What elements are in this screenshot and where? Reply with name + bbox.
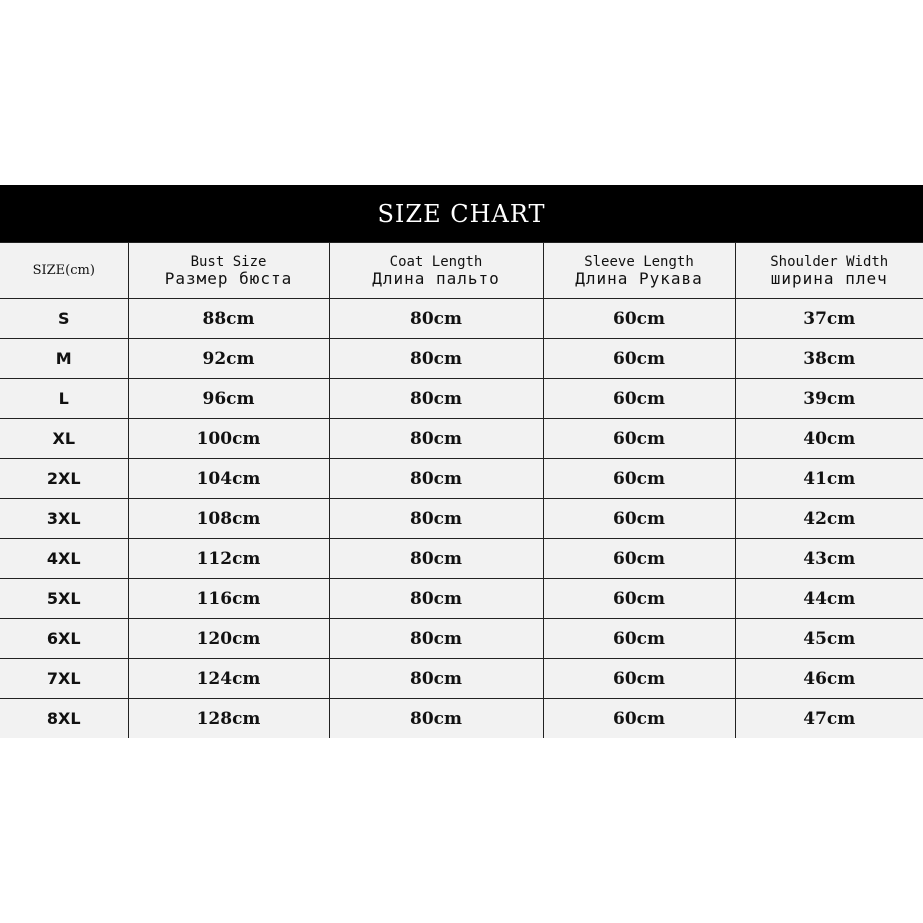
bust-cell: 96cm xyxy=(128,379,329,419)
table-row xyxy=(0,539,923,579)
bust-cell: 92cm xyxy=(128,339,329,379)
size-cell: 2XL xyxy=(0,459,128,499)
shoulder-width-cell: 42cm xyxy=(735,499,923,539)
header-shoulder-width xyxy=(735,243,923,299)
shoulder-width-cell: 37cm xyxy=(735,299,923,339)
sleeve-length-cell: 60cm xyxy=(543,339,735,379)
bust-cell: 112cm xyxy=(128,539,329,579)
sleeve-length-cell: 60cm xyxy=(543,459,735,499)
header-size xyxy=(0,243,128,299)
sleeve-length-cell: 60cm xyxy=(543,419,735,459)
coat-length-cell: 80cm xyxy=(329,299,543,339)
table-row xyxy=(0,579,923,619)
size-table xyxy=(0,242,923,738)
sleeve-length-cell: 60cm xyxy=(543,539,735,579)
bust-cell: 128cm xyxy=(128,699,329,739)
sleeve-length-cell: 60cm xyxy=(543,299,735,339)
bust-cell: 108cm xyxy=(128,499,329,539)
shoulder-width-cell: 47cm xyxy=(735,699,923,739)
bust-cell: 104cm xyxy=(128,459,329,499)
header-sleeve-length xyxy=(543,243,735,299)
coat-length-cell: 80cm xyxy=(329,699,543,739)
header-coat-length-en: Coat Length xyxy=(389,253,483,270)
table-row xyxy=(0,619,923,659)
table-row xyxy=(0,419,923,459)
header-bust-ru: Размер бюста xyxy=(164,268,293,288)
coat-length-cell: 80cm xyxy=(329,659,543,699)
size-chart xyxy=(0,185,923,737)
sleeve-length-cell: 60cm xyxy=(543,619,735,659)
table-row xyxy=(0,379,923,419)
size-cell: 5XL xyxy=(0,579,128,619)
coat-length-cell: 80cm xyxy=(329,459,543,499)
coat-length-cell: 80cm xyxy=(329,339,543,379)
size-cell: 7XL xyxy=(0,659,128,699)
sleeve-length-cell: 60cm xyxy=(543,659,735,699)
sleeve-length-cell: 60cm xyxy=(543,499,735,539)
shoulder-width-cell: 38cm xyxy=(735,339,923,379)
header-sleeve-length-ru: Длина Рукава xyxy=(575,268,703,288)
header-bust-en: Bust Size xyxy=(190,253,267,270)
shoulder-width-cell: 39cm xyxy=(735,379,923,419)
size-cell: M xyxy=(0,339,128,379)
header-shoulder-width-en: Shoulder Width xyxy=(770,253,889,270)
size-cell: 3XL xyxy=(0,499,128,539)
table-row xyxy=(0,659,923,699)
coat-length-cell: 80cm xyxy=(329,419,543,459)
header-bust xyxy=(128,243,329,299)
coat-length-cell: 80cm xyxy=(329,379,543,419)
shoulder-width-cell: 41cm xyxy=(735,459,923,499)
size-cell: S xyxy=(0,299,128,339)
header-sleeve-length-en: Sleeve Length xyxy=(584,253,694,270)
table-row xyxy=(0,699,923,739)
table-row xyxy=(0,459,923,499)
bust-cell: 88cm xyxy=(128,299,329,339)
table-row xyxy=(0,339,923,379)
bust-cell: 116cm xyxy=(128,579,329,619)
size-cell: L xyxy=(0,379,128,419)
sleeve-length-cell: 60cm xyxy=(543,579,735,619)
table-row xyxy=(0,299,923,339)
size-cell: 8XL xyxy=(0,699,128,739)
coat-length-cell: 80cm xyxy=(329,579,543,619)
header-row xyxy=(0,243,923,299)
header-shoulder-width-ru: ширина плеч xyxy=(770,268,888,288)
size-cell: 6XL xyxy=(0,619,128,659)
coat-length-cell: 80cm xyxy=(329,539,543,579)
shoulder-width-cell: 45cm xyxy=(735,619,923,659)
coat-length-cell: 80cm xyxy=(329,619,543,659)
table-row xyxy=(0,499,923,539)
header-coat-length xyxy=(329,243,543,299)
size-cell: 4XL xyxy=(0,539,128,579)
shoulder-width-cell: 46cm xyxy=(735,659,923,699)
sleeve-length-cell: 60cm xyxy=(543,379,735,419)
shoulder-width-cell: 43cm xyxy=(735,539,923,579)
bust-cell: 124cm xyxy=(128,659,329,699)
header-coat-length-ru: Длина пальто xyxy=(372,268,500,288)
sleeve-length-cell: 60cm xyxy=(543,699,735,739)
bust-cell: 100cm xyxy=(128,419,329,459)
chart-title: SIZE CHART xyxy=(0,185,923,242)
shoulder-width-cell: 40cm xyxy=(735,419,923,459)
header-size-label: SIZE(cm) xyxy=(32,263,95,278)
shoulder-width-cell: 44cm xyxy=(735,579,923,619)
coat-length-cell: 80cm xyxy=(329,499,543,539)
bust-cell: 120cm xyxy=(128,619,329,659)
size-cell: XL xyxy=(0,419,128,459)
